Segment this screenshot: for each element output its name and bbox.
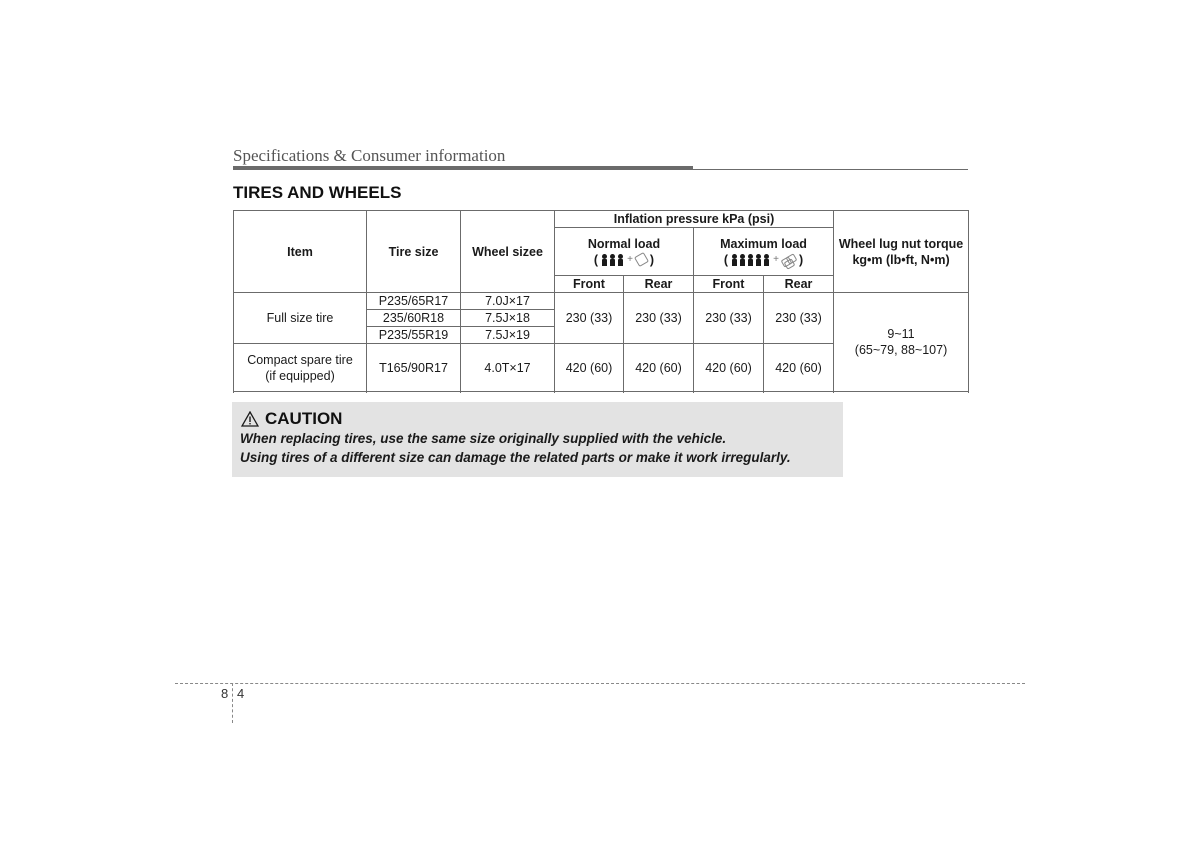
header-wheel-lug-nut-torque (834, 211, 969, 293)
plus-sign: + (773, 253, 779, 265)
torque-header-line1: Wheel lug nut torque (838, 236, 964, 251)
torque-value-line1: 9~11 (887, 327, 915, 341)
full-size-wheel-size: 7.5J×18 (461, 310, 555, 327)
full-size-normal-front: 230 (33) (555, 293, 624, 344)
full-size-tire-size: P235/65R17 (367, 293, 461, 310)
header-item: Item (234, 211, 367, 293)
compact-spare-normal-rear: 420 (60) (624, 344, 694, 392)
compact-spare-wheel-size: 4.0T×17 (461, 344, 555, 392)
header-inflation-pressure: Inflation pressure kPa (psi) (555, 211, 834, 228)
caution-title: CAUTION (265, 409, 343, 428)
compact-spare-max-front: 420 (60) (694, 344, 764, 392)
caution-box (232, 402, 843, 477)
luggage-icon (634, 252, 649, 267)
full-size-tire-label: Full size tire (234, 293, 367, 344)
torque-value-line2: (65~79, 88~107) (854, 343, 948, 357)
full-size-wheel-size: 7.5J×19 (461, 327, 555, 344)
lug-nut-torque-value (834, 293, 969, 392)
maximum-load-icons (724, 252, 803, 268)
compact-spare-label (234, 344, 367, 392)
section-title: TIRES AND WHEELS (233, 183, 402, 202)
torque-header-line2: kg•m (lb•ft, N•m) (852, 252, 950, 267)
plus-sign: + (627, 253, 633, 265)
page-number: 4 (237, 686, 245, 701)
compact-spare-max-rear: 420 (60) (764, 344, 834, 392)
three-persons-icon (601, 254, 624, 266)
luggage-stack-icon (782, 253, 796, 266)
paren-close: ) (798, 252, 804, 267)
caution-text-line1: When replacing tires, use the same size originally supplied with the vehicle. (240, 431, 727, 446)
full-size-max-rear: 230 (33) (764, 293, 834, 344)
footer-divider (232, 683, 233, 723)
five-persons-icon (731, 254, 770, 266)
header-rule-thin (693, 169, 968, 170)
full-size-normal-rear: 230 (33) (624, 293, 694, 344)
header-max-rear: Rear (764, 276, 834, 293)
compact-spare-normal-front: 420 (60) (555, 344, 624, 392)
caution-header (241, 409, 342, 429)
compact-spare-line2: (if equipped) (265, 368, 335, 383)
page-header-title: Specifications & Consumer information (233, 146, 506, 165)
footer-rule (175, 683, 1025, 684)
full-size-tire-size: 235/60R18 (367, 310, 461, 327)
header-tire-size: Tire size (367, 211, 461, 293)
caution-text-line2: Using tires of a different size can damage the related parts or make it work irregularly. (240, 450, 791, 465)
normal-load-icons (594, 252, 654, 268)
header-normal-load (555, 228, 694, 276)
normal-load-label: Normal load (587, 236, 661, 251)
full-size-tire-size: P235/55R19 (367, 327, 461, 344)
chapter-number: 8 (221, 686, 229, 701)
warning-triangle-icon (241, 411, 259, 427)
header-maximum-load (694, 228, 834, 276)
header-normal-front: Front (555, 276, 624, 293)
compact-spare-line1: Compact spare tire (247, 352, 353, 367)
full-size-max-front: 230 (33) (694, 293, 764, 344)
header-rule-thick (233, 166, 693, 170)
full-size-wheel-size: 7.0J×17 (461, 293, 555, 310)
paren-open: ( (593, 252, 599, 267)
tires-wheels-table (233, 210, 969, 392)
header-wheel-size: Wheel sizee (461, 211, 555, 293)
compact-spare-tire-size: T165/90R17 (367, 344, 461, 392)
header-max-front: Front (694, 276, 764, 293)
paren-open: ( (723, 252, 729, 267)
table-row (234, 293, 969, 310)
header-normal-rear: Rear (624, 276, 694, 293)
paren-close: ) (649, 252, 655, 267)
maximum-load-label: Maximum load (720, 236, 807, 251)
